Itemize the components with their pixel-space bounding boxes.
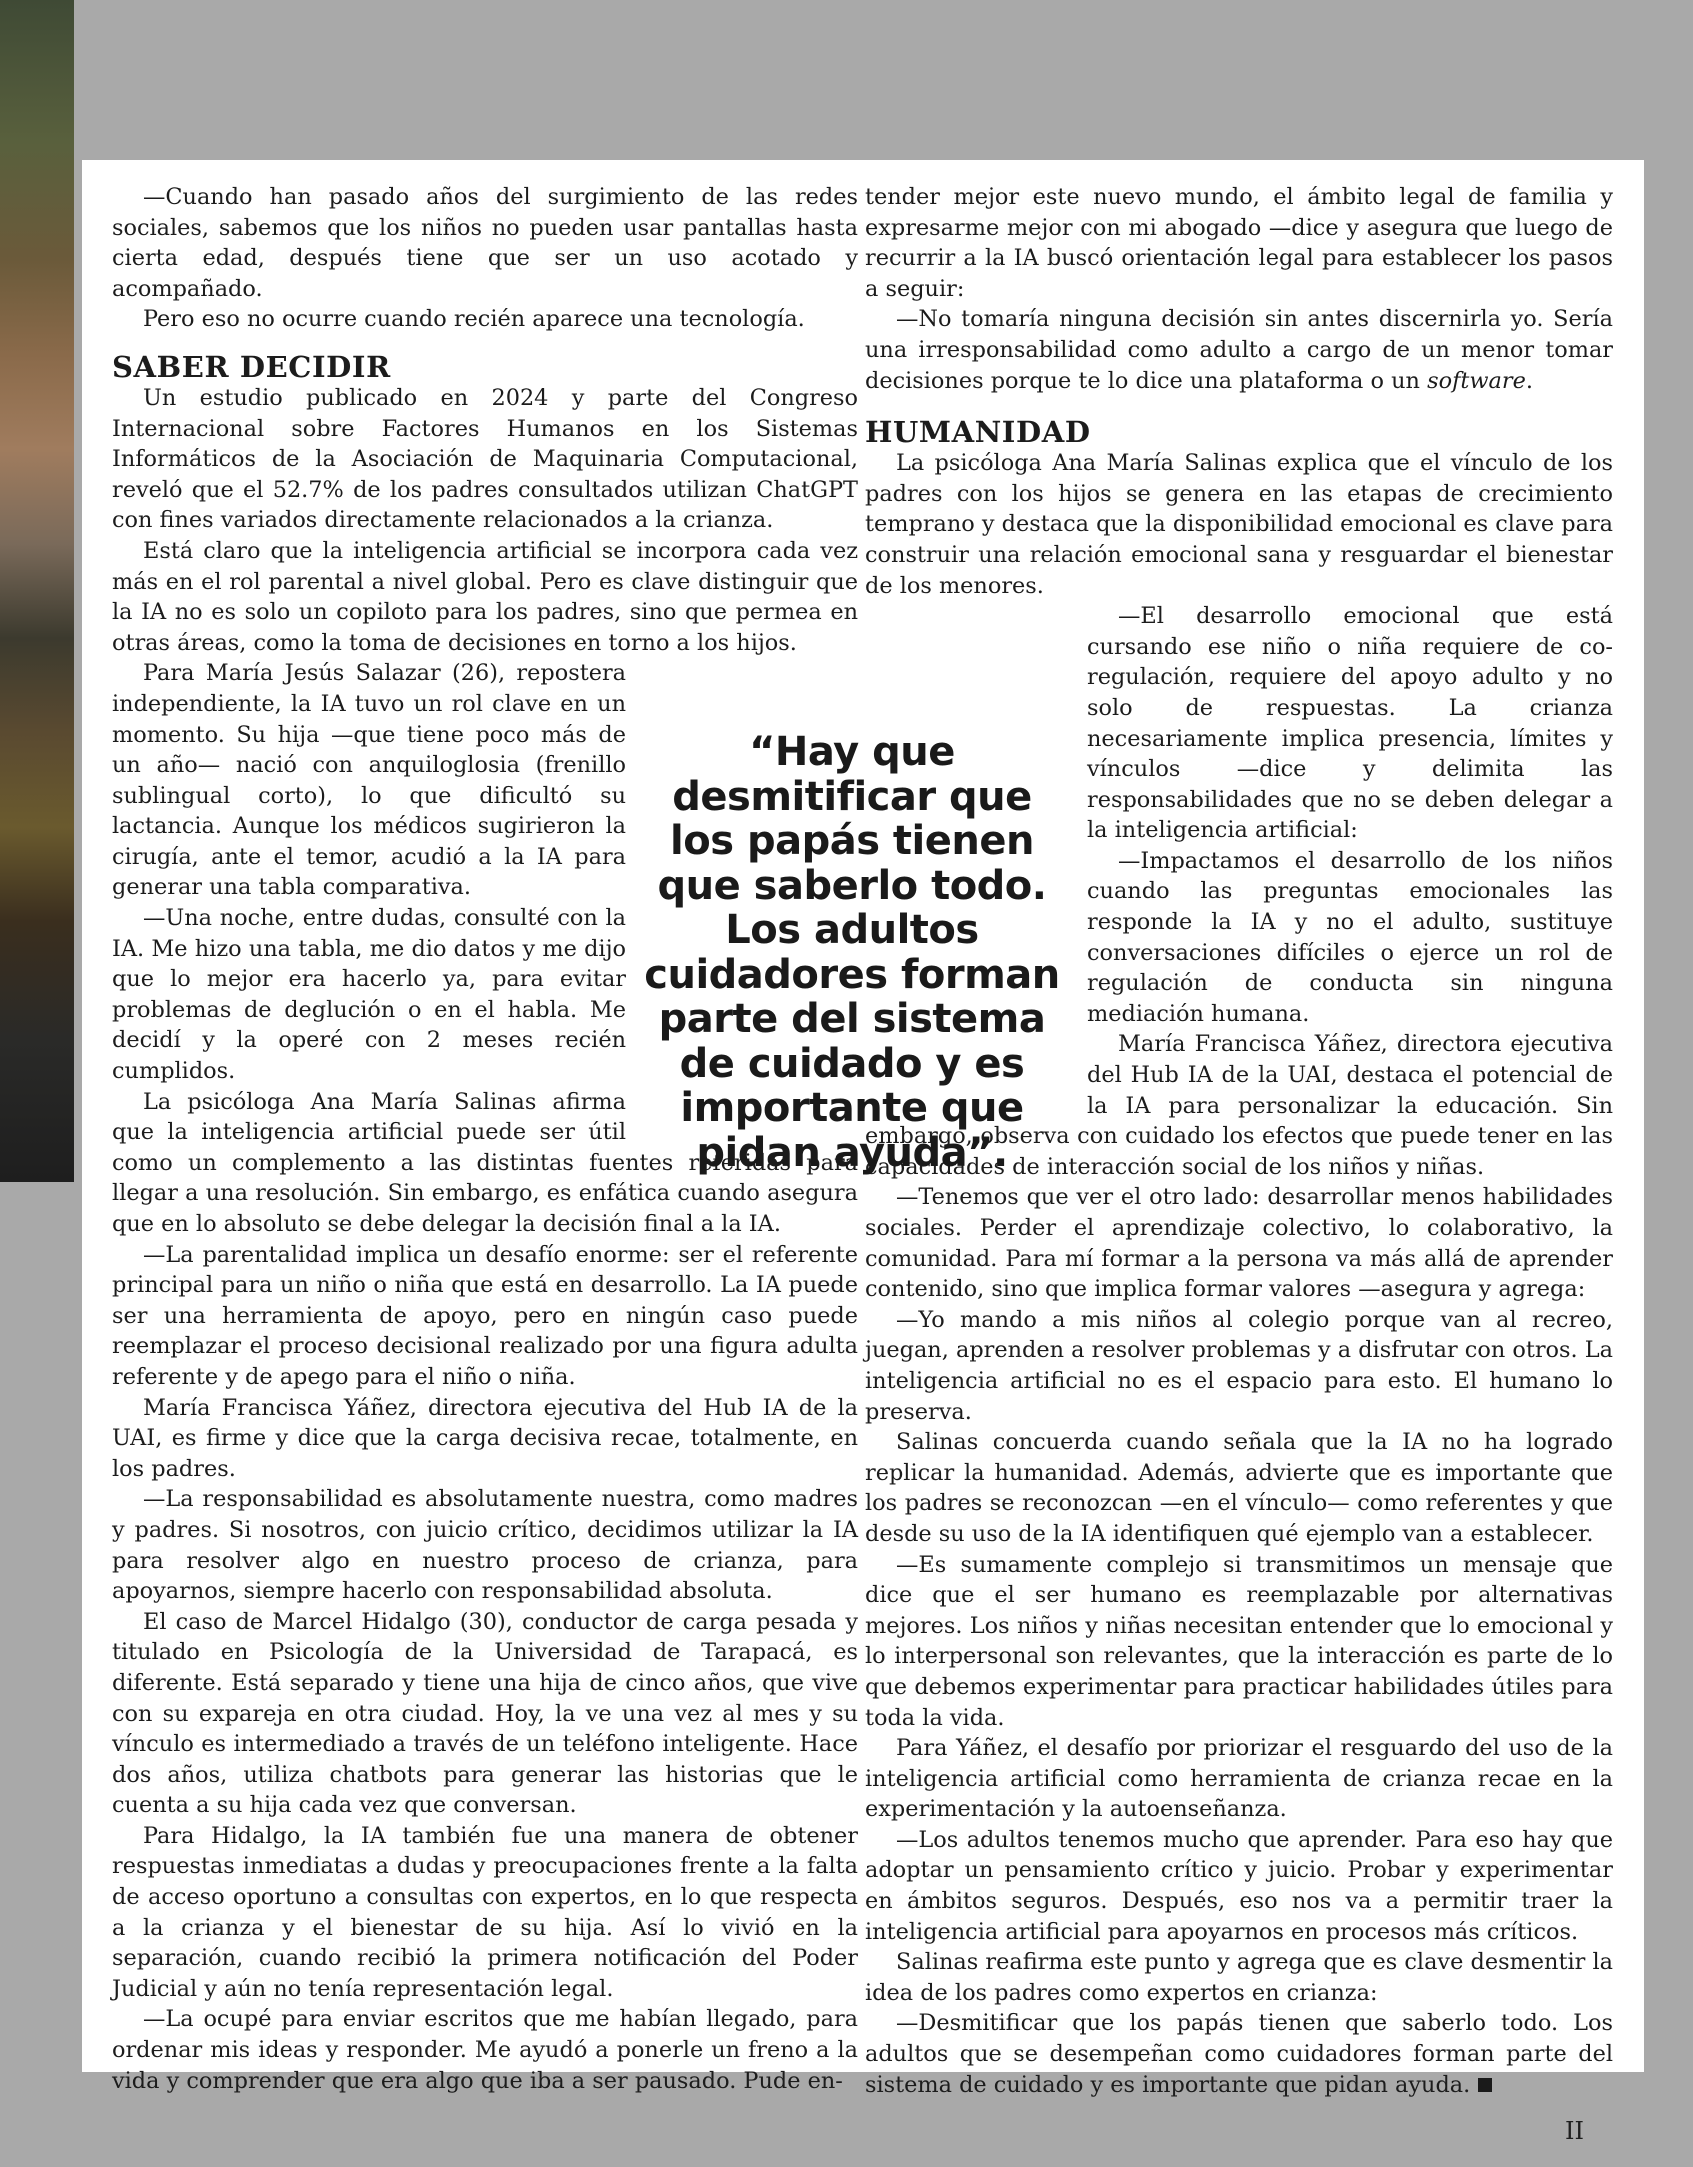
paragraph: —La responsabilidad es absolutamente nuestra, como madres y padres. Si nosotros, con juicio crítico, decidimos utilizar la IA para resolver algo en nuestro proceso de crianza, para apoyarnos, siempre hacerlo con responsabilidad absoluta.: [112, 1486, 858, 1605]
paragraph: —La parentalidad implica un desafío enorme: ser el referente principal para un niño o niña que está en desarrollo. La IA puede ser una herramienta de apoyo, pero en ningún caso puede reemplazar el proceso decisional realizado por una figura adulta referente y de apego para el niño o niña.: [112, 1241, 858, 1390]
paragraph: —Yo mando a mis niños al colegio porque van al recreo, juegan, aprenden a resolver problemas y a disfrutar con otros. La inteligencia artificial no es el espacio para esto. El humano lo preserva.: [865, 1306, 1613, 1425]
paragraph: María Francisca Yáñez, directora ejecutiva del Hub IA de la UAI, es firme y dice que la carga decisiva recae, totalmente, en los padres.: [112, 1394, 858, 1482]
paragraph: —Impactamos el desarrollo de los niños cuando las preguntas emocionales las responde la IA y no el adulto, sustituye conversaciones difíciles o ejerce un rol de regulación de conducta sin ninguna mediación humana.: [1087, 847, 1613, 1027]
section-heading-humanidad: HUMANIDAD: [865, 415, 1091, 450]
paragraph: —Una noche, entre dudas, consulté con la IA. Me hizo una tabla, me dio datos y me dijo que lo mejor era hacerlo ya, para evitar problemas de deglución o en el habla. Me decidí y la operé con 2 meses recién cumplidos.: [112, 905, 626, 1085]
paragraph: tender mejor este nuevo mundo, el ámbito legal de familia y expresarme mejor con mi abogado —dice y asegura que luego de recurrir a la IA buscó orientación legal para establecer los pasos a seguir:: [865, 184, 1613, 302]
paragraph: Para Hidalgo, la IA también fue una manera de obtener respuestas inmediatas a dudas y preocupaciones frente a la falta de acceso oportuno a consultas con expertos, en lo que respecta a la crianza y el bienestar de su hija. Así lo vivió en la separación, cuando recibió la primera notificación del Poder Judicial y aún no tenía representación legal.: [112, 1822, 858, 2002]
emphasis-software: software: [1427, 367, 1526, 394]
page-number: II: [1565, 2117, 1584, 2145]
paragraph: —El desarrollo emocional que está cursando ese niño o niña requiere de co-regulación, requiere del apoyo adulto y no solo de respuestas. La crianza necesariamente implica presencia, límites y vínculos —dice y delimita las responsabilidades que no se deben delegar a la inteligencia artificial:: [1087, 603, 1613, 844]
final-quote: —Desmitificar que los papás tienen que saberlo todo. Los adultos que se desempeñan como cuidadores forman parte del sistema de cuidado y es importante que pidan ayuda.: [865, 2010, 1613, 2098]
section-heading-saber-decidir: SABER DECIDIR: [112, 349, 391, 384]
magazine-page: [82, 160, 1644, 2098]
end-of-article-icon: [1478, 2078, 1492, 2092]
paragraph: Para María Jesús Salazar (26), repostera independiente, la IA tuvo un rol clave en un momento. Su hija —que tiene poco más de un año— nació con anquiloglosia (frenillo sublingual corto), lo que dificultó su lactancia. Aunque los médicos sugirieron la cirugía, ante el temor, acudió a la IA para generar una tabla comparativa.: [112, 660, 626, 901]
paragraph: Pero eso no ocurre cuando recién aparece una tecnología.: [143, 306, 805, 333]
paragraph: —Es sumamente complejo si transmitimos un mensaje que dice que el ser humano es reemplazable por alternativas mejores. Los niños y niñas necesitan entender que lo emocional y lo interpersonal son relevantes, que la interacción es parte de lo que debemos experimentar para practicar habilidades útiles para toda la vida.: [865, 1551, 1613, 1731]
paragraph: —Tenemos que ver el otro lado: desarrollar menos habilidades sociales. Perder el aprendizaje colectivo, lo colaborativo, la comunidad. Para mí formar a la persona va más allá de aprender contenido, sino que implica formar valores —asegura y agrega:: [865, 1184, 1613, 1303]
paragraph: Para Yáñez, el desafío por priorizar el resguardo del uso de la inteligencia artificial como herramienta de crianza recae en la experimentación y la autoenseñanza.: [865, 1735, 1613, 1823]
paragraph: —Los adultos tenemos mucho que aprender. Para eso hay que adoptar un pensamiento crítico y juicio. Probar y experimentar en ámbitos seguros. Después, eso nos va a permitir traer la inteligencia artificial para apoyarnos en procesos más críticos.: [865, 1826, 1613, 1945]
paragraph: Salinas concuerda cuando señala que la IA no ha logrado replicar la humanidad. Además, advierte que es importante que los padres se reconozcan —en el vínculo— como referentes y que desde su uso de la IA identifiquen qué ejemplo van a establecer.: [865, 1429, 1613, 1547]
background-photo-strip: [0, 0, 74, 1182]
paragraph: —La ocupé para enviar escritos que me habían llegado, para ordenar mis ideas y responder. Me ayudó a ponerle un freno a la vida y comprender que era algo que iba a ser pausado. Pude en-: [112, 2006, 858, 2094]
paragraph: La psicóloga Ana María Salinas explica que el vínculo de los padres con los hijos se genera en las etapas de crecimiento temprano y destaca que la disponibilidad emocional es clave para construir una relación emocional sana y resguardar el bienestar de los menores.: [865, 450, 1614, 599]
paragraph: Un estudio publicado en 2024 y parte del Congreso Internacional sobre Factores Humanos en los Sistemas Informáticos de la Asociación de Maquinaria Computacional, reveló que el 52.7% de los padres consultados utilizan ChatGPT con fines variados directamente relacionados a la crianza.: [112, 384, 858, 534]
paragraph: La psicóloga Ana María Salinas afirma que la inteligencia artificial puede ser útil como un complemento a las distintas fuentes referidas para llegar a una resolución. Sin embargo, es enfática cuando asegura que en lo absoluto se debe delegar la decisión final a la IA.: [112, 1088, 858, 1237]
paragraph: María Francisca Yáñez, directora ejecutiva del Hub IA de la UAI, destaca el potencial de la IA para personalizar la educación. Sin embargo, observa con cuidado los efectos que puede tener en las capacidades de interacción social de los niños y niñas.: [865, 1031, 1613, 1180]
paragraph: El caso de Marcel Hidalgo (30), conductor de carga pesada y titulado en Psicología de la Universidad de Tarapacá, es diferente. Está separado y tiene una hija de cinco años, que vive con su expareja en otra ciudad. Hoy, la ve una vez al mes y su vínculo es intermediado a través de un teléfono inteligente. Hace dos años, utiliza chatbots para generar las historias que le cuenta a su hija cada vez que conversan.: [112, 1608, 858, 1819]
paragraph: [865, 304, 1613, 396]
paragraph: —Cuando han pasado años del surgimiento de las redes sociales, sabemos que los niños no pueden usar pantallas hasta cierta edad, después tiene que ser un uso acotado y acompañado.: [112, 184, 858, 302]
quote-text-end: .: [1525, 367, 1533, 394]
paragraph: [865, 2008, 1613, 2100]
pullquote: “Hay que desmitificar que los papás tienen que saberlo todo. Los adultos cuidadores forman parte del sistema de cuidado y es importante que pidan ayuda”.: [644, 729, 1060, 1176]
paragraph: Está claro que la inteligencia artificial se incorpora cada vez más en el rol parental a nivel global. Pero es clave distinguir que la IA no es solo un copiloto para los padres, sino que permea en otras áreas, como la toma de decisiones en torno a los hijos.: [112, 537, 858, 656]
paragraph: Salinas reafirma este punto y agrega que es clave desmentir la idea de los padres como expertos en crianza:: [865, 1949, 1613, 2006]
quote-text: —No tomaría ninguna decisión sin antes discernirla yo. Sería una irresponsabilidad como adulto a cargo de un menor tomar decisiones porque te lo dice una plataforma o un: [865, 306, 1613, 394]
